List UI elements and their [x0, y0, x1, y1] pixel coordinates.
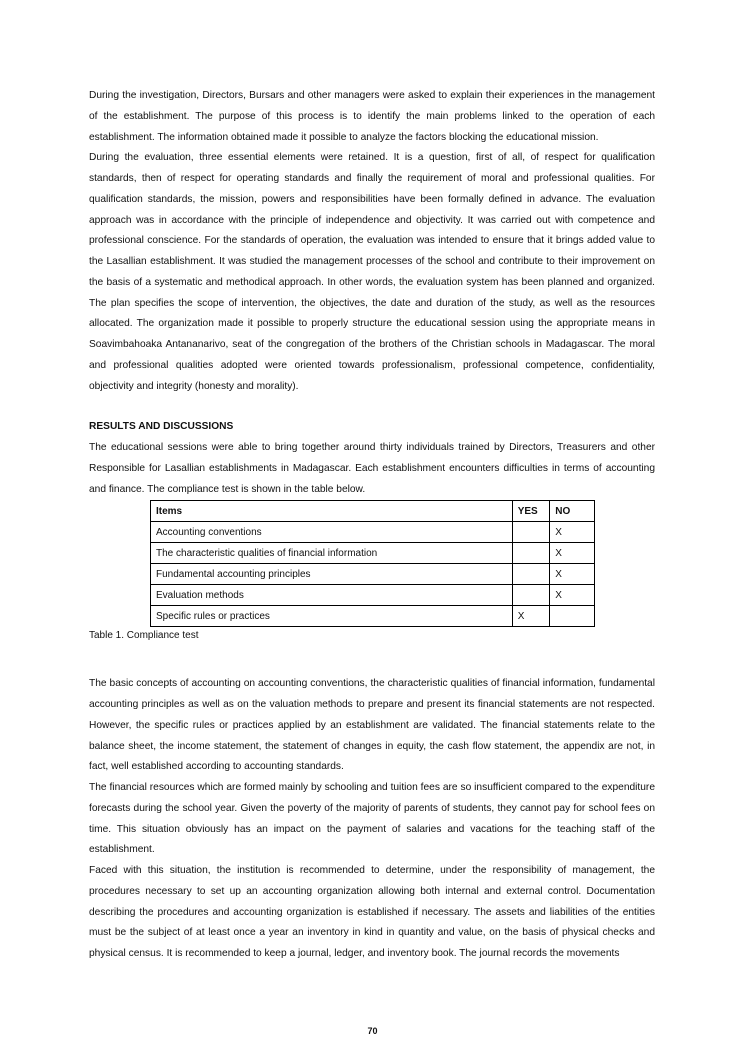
header-yes: YES — [512, 501, 550, 522]
discussion-paragraph-2: The financial resources which are formed mainly by schooling and tuition fees are so insufficient compared to the expenditure forecasts during the school year. Given the poverty of the majority of parents of students, they cannot pay for school fees on time. This situation obviously has an impact on the payment of salaries and vacations for the teaching staff of the establishment. — [89, 782, 655, 856]
discussion-paragraph-1: The basic concepts of accounting on accounting conventions, the characteristic qualities of financial information, fundamental accounting principles as well as on the valuation methods to prepare and present its financial statements are not respected. However, the specific rules or practices applied by an establishment are validated. The financial statements relate to the balance sheet, the income statement, the statement of changes in equity, the cash flow statement, the appendix are not, in fact, well established according to accounting standards. — [89, 678, 655, 773]
row-item: Accounting conventions — [151, 522, 513, 543]
table-row — [151, 564, 595, 585]
discussion-paragraph-3: Faced with this situation, the institution is recommended to determine, under the responsibility of management, the procedures necessary to set up an accounting organization allowing both internal and external control. Documentation describing the procedures and accounting organization is established if necessary. The assets and liabilities of the entities must be the subject of at least once a year an inventory in kind in quantity and value, on the basis of physical checks and physical census. It is recommended to keep a journal, ledger, and inventory book. The journal records the movements — [89, 865, 655, 959]
row-no: X — [550, 585, 595, 606]
row-no — [550, 606, 595, 627]
row-yes — [512, 585, 550, 606]
table-row — [151, 606, 595, 627]
table-header-row — [151, 501, 595, 522]
row-item: The characteristic qualities of financial information — [151, 543, 513, 564]
intro-paragraph-2: During the evaluation, three essential elements were retained. It is a question, first of all, of respect for qualification standards, then of respect for operating standards and finally the requirement of moral and professional qualities. For qualification standards, the mission, powers and responsibilities have been formally defined in advance. The evaluation approach was in accordance with the principle of independence and objectivity. It was carried out with competence and professional conscience. For the standards of operation, the evaluation was intended to ensure that it brings added value to the Lasallian establishment. It was studied the management processes of the school and contribute to their improvement on the basis of a systematic and methodical approach. In other words, the evaluation system has been planned and organized. The plan specifies the scope of intervention, the objectives, the date and duration of the study, as well as the resources allocated. The organization made it possible to properly structure the educational session using the appropriate means in Soavimbahoaka Antananarivo, seat of the congregation of the brothers of the Christian schools in Madagascar. The moral and professional qualities adopted were oriented towards professionalism, professional competence, confidentiality, objectivity and integrity (honesty and morality). — [89, 152, 655, 392]
page-number: 70 — [367, 1026, 378, 1036]
row-no: X — [550, 564, 595, 585]
row-yes — [512, 564, 550, 585]
row-item: Specific rules or practices — [151, 606, 513, 627]
row-no: X — [550, 522, 595, 543]
header-no: NO — [550, 501, 595, 522]
row-no: X — [550, 543, 595, 564]
results-intro-paragraph: The educational sessions were able to bring together around thirty individuals trained by Directors, Treasurers and other Responsible for Lasallian establishments in Madagascar. Each establishment encounters difficulties in terms of accounting and finance. The compliance test is shown in the table below. — [89, 442, 655, 495]
intro-paragraph-1: During the investigation, Directors, Bursars and other managers were asked to explain their experiences in the management of the establishment. The purpose of this process is to identify the main problems linked to the operation of each establishment. The information obtained made it possible to analyze the factors blocking the educational mission. — [89, 90, 655, 143]
header-items: Items — [151, 501, 513, 522]
row-item: Evaluation methods — [151, 585, 513, 606]
row-yes — [512, 522, 550, 543]
table-row — [151, 522, 595, 543]
row-item: Fundamental accounting principles — [151, 564, 513, 585]
row-yes — [512, 543, 550, 564]
article-body — [89, 86, 655, 965]
table-row — [151, 585, 595, 606]
table-caption: Table 1. Compliance test — [89, 630, 199, 642]
compliance-table — [150, 500, 595, 627]
row-yes: X — [512, 606, 550, 627]
table-row — [151, 543, 595, 564]
results-heading: RESULTS AND DISCUSSIONS — [89, 421, 234, 433]
